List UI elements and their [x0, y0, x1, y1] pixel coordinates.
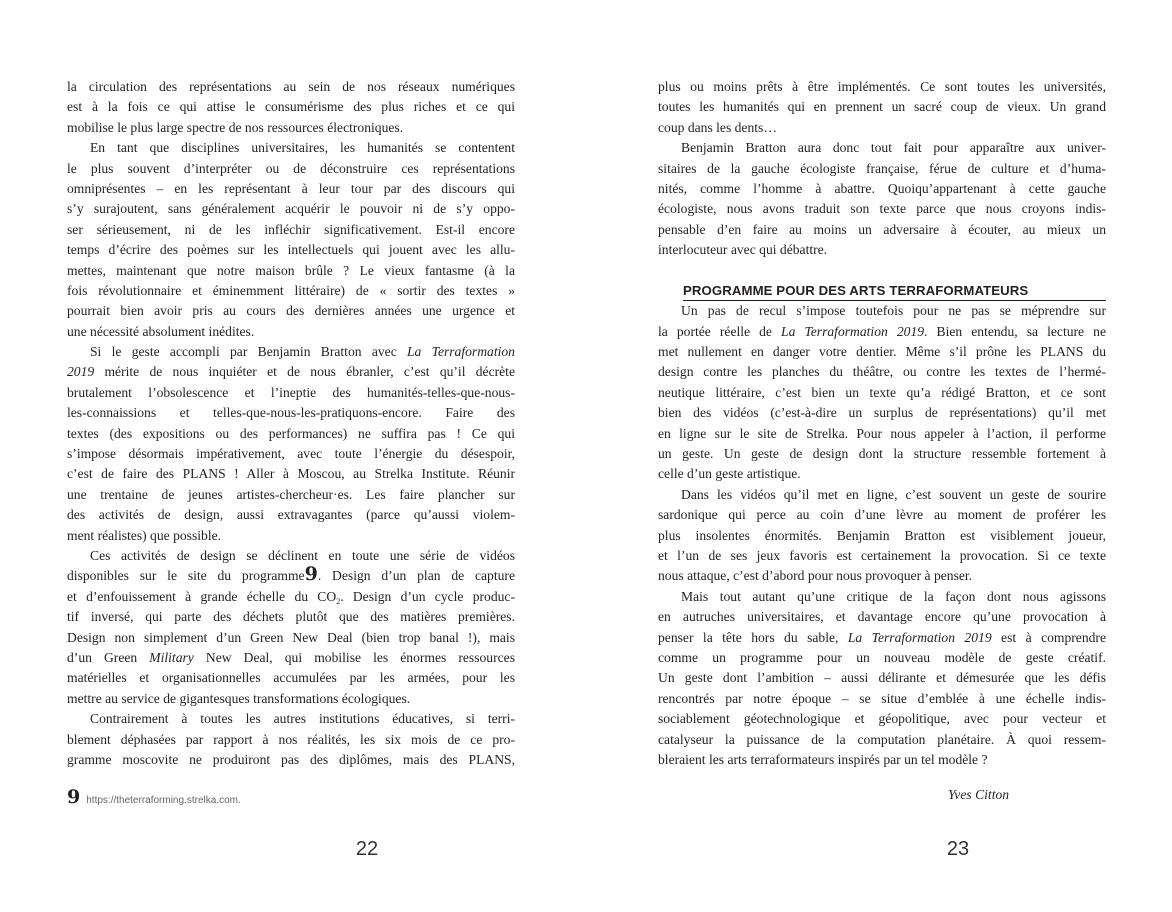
text-segment: textes (des expositions ou des performances) ne suffira pas ! Ce qui	[67, 425, 515, 441]
text-segment: Benjamin Bratton aura donc tout fait pour apparaître aux univer-	[681, 140, 1106, 156]
text-line	[67, 240, 515, 260]
text-segment: disponibles sur le site du programme	[67, 568, 305, 584]
text-segment: Dans les vidéos qu’il met en ligne, c’est souvent un geste de sourire	[681, 486, 1106, 502]
text-segment: Si le geste accompli par Benjamin Bratton avec	[90, 344, 407, 360]
text-line	[67, 342, 515, 362]
text-line	[658, 444, 1106, 464]
text-line	[658, 118, 1106, 138]
text-line	[658, 546, 1106, 566]
text-line	[67, 118, 515, 138]
text-segment: plus ou moins prêts à être implémentés. Ce sont toutes les universités,	[658, 79, 1106, 94]
text-segment: la circulation des représentations au sein de nos réseaux numériques	[67, 79, 515, 94]
section-heading: PROGRAMME POUR DES ARTS TERRAFORMATEURS	[683, 281, 1106, 301]
text-segment: le plus souvent d’interpréter ou de déconstruire ces représentations	[67, 160, 515, 176]
footnote-marker: 9	[304, 563, 318, 586]
text-line	[67, 403, 515, 423]
text-segment: gramme moscovite ne produiront pas des diplômes, mais des PLANS,	[67, 751, 515, 767]
spacer	[658, 261, 1106, 281]
left-page-body	[67, 77, 515, 770]
text-line	[67, 628, 515, 648]
text-segment: tif inversé, qui parte des déchets plutôt que des matières premières.	[67, 609, 515, 625]
text-segment: sociablement géotechnologique et géopolitique, avec pour vecteur et	[658, 711, 1106, 727]
text-line	[658, 424, 1106, 444]
text-line	[658, 628, 1106, 648]
text-line	[658, 730, 1106, 750]
text-line	[67, 750, 515, 770]
footnote-number: 9	[67, 786, 81, 808]
text-line	[67, 220, 515, 240]
text-line	[658, 77, 1106, 97]
text-line	[67, 281, 515, 301]
footnote-url: https://theterraforming.strelka.com.	[86, 795, 241, 806]
italic-text: La Terraformation 2019	[781, 323, 925, 339]
text-segment: blement déphasées par rapport à nos réalités, les six mois de ce pro-	[67, 731, 515, 747]
text-line	[658, 403, 1106, 423]
text-segment: en autruches universitaires, et davantage encore qu’une provocation à	[658, 609, 1106, 625]
text-segment: celle d’un geste artistique.	[658, 466, 801, 482]
text-line	[67, 546, 515, 566]
text-line	[658, 159, 1106, 179]
text-segment: s’y surajoutent, sans généralement acquérir le pouvoir ni de s’y oppo-	[67, 201, 515, 217]
text-segment: Design non simplement d’un Green New Deal (bien trop banal !), mais	[67, 629, 515, 645]
text-segment: Contrairement à toutes les autres institutions éducatives, si terri-	[90, 711, 515, 727]
text-line	[658, 587, 1106, 607]
subscript: 2	[336, 596, 341, 606]
text-segment: Un geste dont l’ambition – aussi délirante et démesurée que les défis	[658, 670, 1106, 686]
text-segment: et l’un de ses jeux favoris est certainement la provocation. Si ce texte	[658, 547, 1106, 563]
text-segment: omniprésentes – en les représentant à leur tour par des discours qui	[67, 180, 515, 196]
text-line	[658, 301, 1106, 321]
text-segment: pourrait bien avoir pris au cours des dernières années une urgence et	[67, 303, 515, 319]
text-segment: . Design d’un cycle produc-	[340, 588, 515, 604]
text-segment: une nécessité absolument inédites.	[67, 323, 255, 339]
text-line	[67, 322, 515, 342]
text-line	[658, 342, 1106, 362]
text-segment: et d’enfouissement à grande échelle du CO	[67, 588, 337, 604]
text-segment: ment réalistes) que possible.	[67, 527, 222, 543]
text-line	[67, 526, 515, 546]
text-line	[67, 383, 515, 403]
text-segment: bien des vidéos (c’est-à-dire un surplus de représentations) qu’il met	[658, 405, 1106, 421]
page-number: 22	[355, 838, 379, 860]
text-segment: brutalement l’obsolescence et l’ineptie des humanités-telles-que-nous-	[67, 384, 515, 400]
author-signature: Yves Citton	[948, 787, 1010, 802]
text-line	[67, 689, 515, 709]
text-line	[658, 505, 1106, 525]
text-segment: comme un programme pour un nouveau modèle de geste créatif.	[658, 649, 1106, 665]
text-line	[67, 444, 515, 464]
text-line	[658, 689, 1106, 709]
text-segment: pensable d’en faire au moins un adversaire à écouter, au mieux un	[658, 221, 1106, 237]
text-segment: interlocuteur avec qui débattre.	[658, 242, 828, 258]
text-segment: penser la tête hors du sable,	[658, 629, 848, 645]
text-segment: . Design d’un plan de capture	[317, 568, 515, 584]
text-line	[67, 485, 515, 505]
text-line	[67, 159, 515, 179]
text-line	[67, 77, 515, 97]
text-segment: . Bien entendu, sa lecture ne	[924, 323, 1106, 339]
text-line	[658, 138, 1106, 158]
text-line	[67, 97, 515, 117]
text-line	[658, 526, 1106, 546]
text-segment: mobilise le plus large spectre de nos ressources électroniques.	[67, 119, 404, 135]
paragraph-block	[658, 77, 1106, 261]
text-line	[658, 668, 1106, 688]
text-line	[67, 648, 515, 668]
italic-text: La Terraformation 2019	[847, 629, 992, 645]
italic-text: 2019	[67, 364, 95, 380]
text-line	[67, 709, 515, 729]
text-segment: une trentaine de jeunes artistes-chercheur·es. Les faire plancher sur	[67, 486, 515, 502]
text-segment: coup dans les dents…	[658, 119, 777, 135]
paragraph-block	[658, 301, 1106, 770]
text-segment: sitaires de la gauche écologiste française, férue de culture et d’huma-	[658, 160, 1106, 176]
text-line	[67, 179, 515, 199]
text-line	[658, 566, 1106, 586]
text-segment: d’un Green	[67, 649, 150, 665]
text-segment: met nullement en danger votre dentier. Même s’il prône les PLANS du	[658, 344, 1106, 360]
text-segment: en ligne sur le site de Strelka. Pour nous appeler à l’action, il performe	[658, 425, 1106, 441]
text-line	[658, 607, 1106, 627]
text-segment: rencontrés par notre époque – se situe d’emblée à une échelle indis-	[658, 690, 1106, 706]
text-line	[67, 261, 515, 281]
text-segment: Un pas de recul s’impose toutefois pour ne pas se méprendre sur	[681, 303, 1106, 319]
text-line	[67, 199, 515, 219]
text-line	[658, 485, 1106, 505]
text-segment: New Deal, qui mobilise les énormes ressources	[193, 649, 515, 665]
text-segment: nous attaque, c’est d’abord pour nous provoquer à penser.	[658, 568, 973, 584]
italic-text: La Terraformation	[407, 344, 515, 360]
text-segment: ser sérieusement, ni de les infléchir significativement. Est-il encore	[67, 221, 515, 237]
text-segment: toutes les humanités qui en prennent un sacré coup de vieux. Un grand	[658, 99, 1106, 115]
text-line	[658, 322, 1106, 342]
text-line	[658, 750, 1106, 770]
text-line	[658, 464, 1106, 484]
text-line	[67, 301, 515, 321]
text-segment: mettre au service de gigantesques transformations écologiques.	[67, 690, 411, 706]
text-segment: nités, comme l’homme à abattre. Quoiqu’appartenant à cette gauche	[658, 180, 1106, 196]
text-line	[67, 464, 515, 484]
text-segment: des activités de design, aussi extravagantes (parce qu’aussi violem-	[67, 507, 515, 523]
text-segment: neutique littéraire, c’est bien un texte qu’a rédigé Bratton, et ce sont	[658, 384, 1106, 400]
text-line	[67, 668, 515, 688]
text-segment: Mais tout autant qu’une critique de la façon dont nous agissons	[681, 588, 1106, 604]
text-line	[658, 648, 1106, 668]
text-line	[658, 383, 1106, 403]
text-segment: fois révolutionnaire et éminemment littéraire) de « sortir des textes »	[67, 282, 515, 298]
text-segment: design contre les planches du théâtre, ou contre les textes de l’hermé-	[658, 364, 1106, 380]
text-line	[658, 362, 1106, 382]
text-segment: mettes, maintenant que notre maison brûle ? Le vieux fantasme (à la	[67, 262, 515, 278]
text-segment: écologiste, nous avons traduit son texte parce que nous croyons indis-	[658, 201, 1106, 217]
text-segment: matérielles et organisationnelles accumulées par les armées, pour les	[67, 670, 515, 686]
text-line	[658, 709, 1106, 729]
text-segment: s’impose désormais impérativement, avec toute l’énergie du désespoir,	[67, 446, 515, 462]
italic-text: Military	[149, 649, 194, 665]
text-segment: En tant que disciplines universitaires, les humanités se contentent	[90, 140, 515, 156]
text-line	[67, 587, 515, 607]
text-segment: plus insolentes énormités. Benjamin Bratton est visiblement joueur,	[658, 527, 1106, 543]
text-segment: est à la fois ce qui attise le consumérisme des plus riches et ce qui	[67, 99, 515, 115]
text-line	[658, 179, 1106, 199]
text-segment: un geste. Un geste de design dont la structure ressemble fortement à	[658, 446, 1106, 462]
text-line	[67, 138, 515, 158]
text-segment: catalyseur la puissance de la computation planétaire. À quoi ressem-	[658, 731, 1106, 747]
text-segment: c’est de faire des PLANS ! Aller à Moscou, au Strelka Institute. Réunir	[67, 466, 515, 482]
text-line	[67, 730, 515, 750]
footnote	[67, 786, 241, 808]
text-line	[658, 199, 1106, 219]
text-segment: est à comprendre	[991, 629, 1106, 645]
text-line	[67, 607, 515, 627]
text-segment: temps d’écrire des poèmes sur les intellectuels qui jouent avec les allu-	[67, 242, 515, 258]
text-line	[67, 362, 515, 382]
text-line	[658, 240, 1106, 260]
right-page	[586, 0, 1172, 912]
text-segment: bleraient les arts terraformateurs inspirés par un tel modèle ?	[658, 751, 988, 767]
text-segment: la portée réelle de	[658, 323, 782, 339]
text-segment: sardonique qui perce au coin d’une lèvre au moment de proférer les	[658, 507, 1106, 523]
page-number: 23	[946, 838, 970, 860]
text-segment: Ces activités de design se déclinent en toute une série de vidéos	[90, 547, 515, 563]
text-line	[658, 97, 1106, 117]
text-segment: mérite de nous inquiéter et de nous ébranler, c’est qu’il décrète	[94, 364, 515, 380]
text-segment: les-connaissions et telles-que-nous-les-pratiquons-encore. Faire des	[67, 405, 515, 421]
right-page-body	[658, 77, 1106, 770]
text-line	[67, 505, 515, 525]
text-line	[67, 424, 515, 444]
text-line	[658, 220, 1106, 240]
text-line	[67, 563, 515, 586]
